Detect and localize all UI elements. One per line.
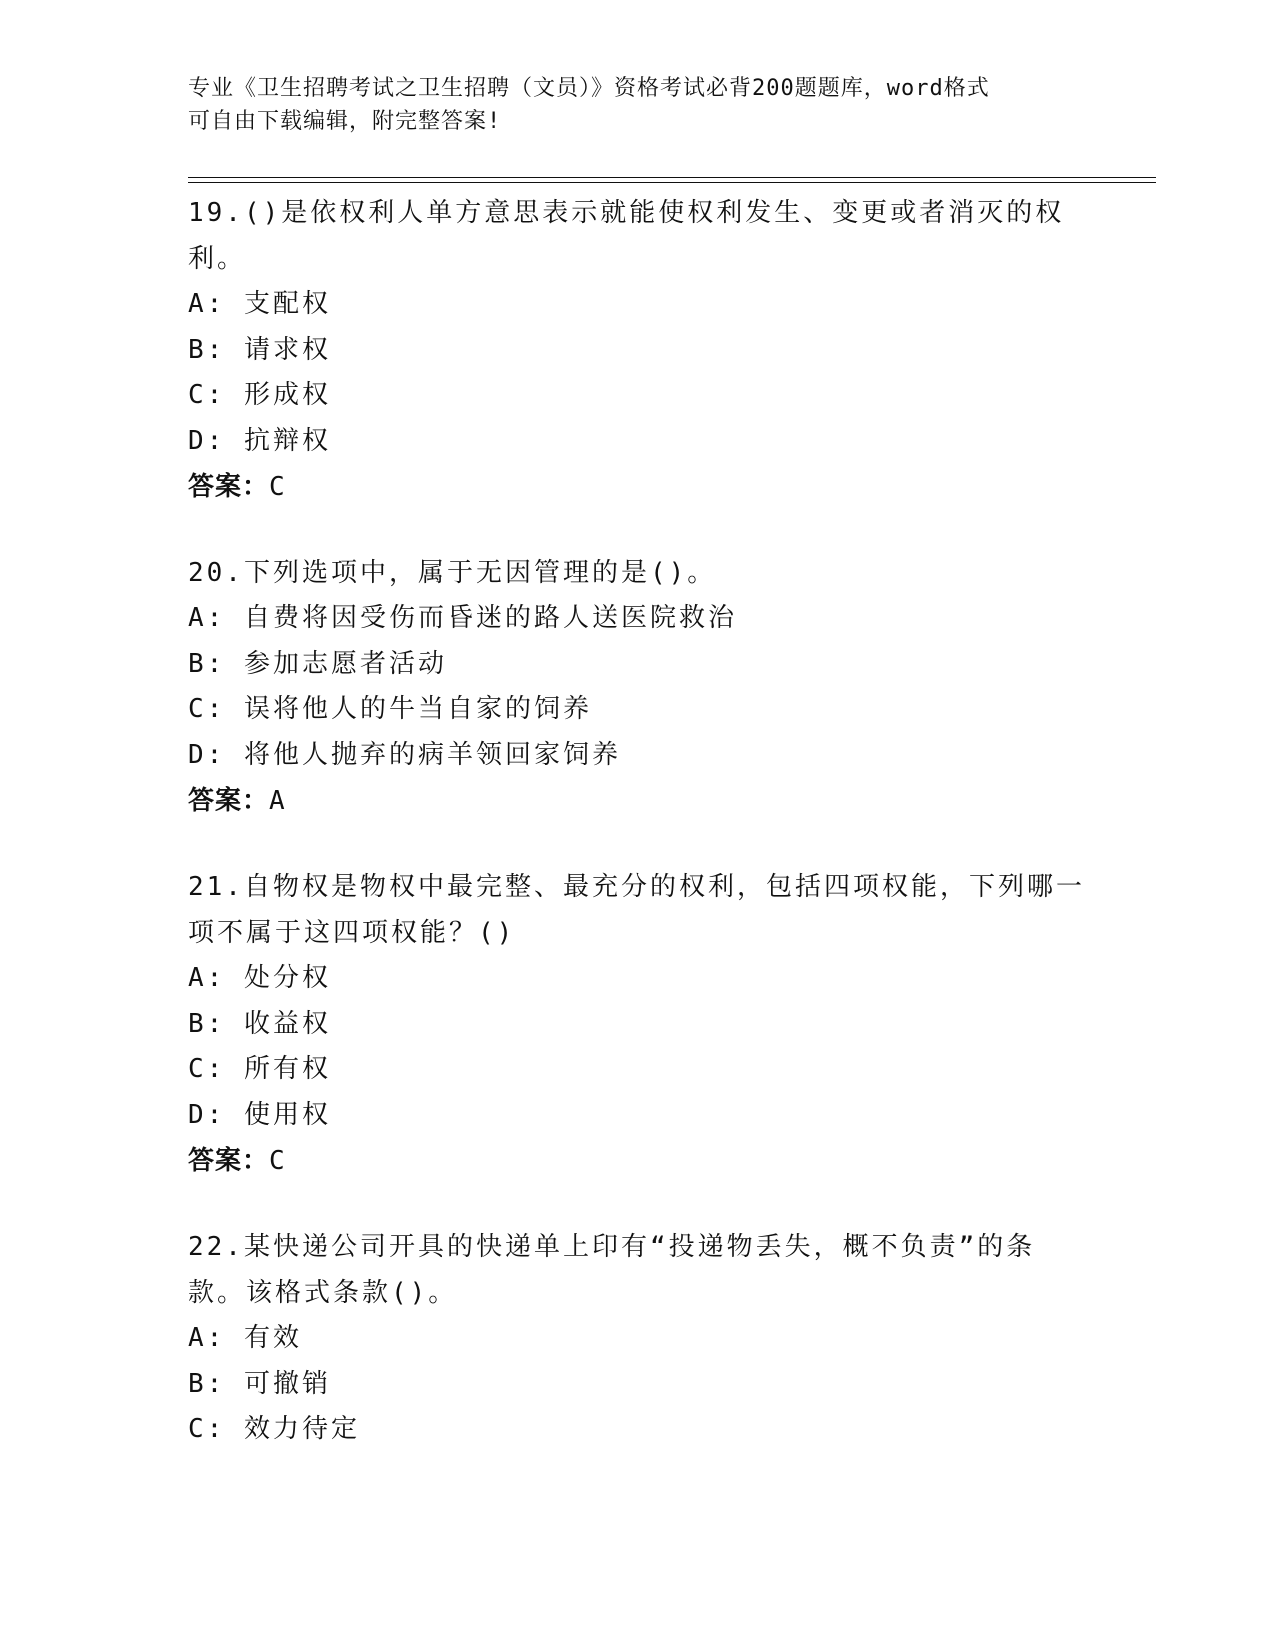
option-b: B: 收益权 [188,1008,331,1039]
answer-line [188,1138,1088,1184]
option-c: C: 所有权 [188,1054,331,1084]
option-d: D: 将他人抛弃的病羊领回家饲养 [188,739,621,770]
option-b: B: 可撤销 [188,1368,331,1399]
question-stem: 21.自物权是物权中最完整、最充分的权利，包括四项权能，下列哪一项不属于这四项权能？() [188,872,1085,948]
answer-label: 答案： [188,1146,270,1176]
answer-value: A [269,786,286,816]
header-line-2: 可自由下载编辑，附完整答案! [188,109,502,134]
answer-label: 答案： [188,472,270,502]
answer-line [188,778,1088,824]
option-c: C: 误将他人的牛当自家的饲养 [188,694,592,724]
option-d: D: 抗辩权 [188,425,331,456]
question-22 [188,1224,1088,1453]
header-divider-bottom [188,182,1156,183]
document-header [188,72,1068,138]
option-a: A: 处分权 [188,963,331,993]
option-b: B: 参加志愿者活动 [188,648,447,679]
header-line-1: 专业《卫生招聘考试之卫生招聘（文员）》资格考试必背200题题库，word格式 [188,76,990,101]
option-c: C: 效力待定 [188,1414,360,1444]
question-stem: 22.某快递公司开具的快递单上印有“投递物丢失，概不负责”的条款。该格式条款()。 [188,1232,1036,1308]
option-d: D: 使用权 [188,1099,331,1130]
answer-value: C [269,1146,286,1176]
option-c: C: 形成权 [188,380,331,410]
option-a: A: 支配权 [188,289,331,319]
question-19 [188,190,1088,510]
option-a: A: 自费将因受伤而昏迷的路人送医院救治 [188,603,737,633]
header-divider-top [188,177,1156,178]
option-b: B: 请求权 [188,334,331,365]
question-stem: 19.()是依权利人单方意思表示就能使权利发生、变更或者消灭的权利。 [188,198,1065,274]
question-21 [188,864,1088,1184]
answer-label: 答案： [188,786,270,816]
question-list [188,190,1088,1493]
answer-value: C [269,472,286,502]
question-20 [188,550,1088,824]
option-a: A: 有效 [188,1323,302,1353]
question-stem: 20.下列选项中，属于无因管理的是()。 [188,558,717,588]
answer-line [188,464,1088,510]
